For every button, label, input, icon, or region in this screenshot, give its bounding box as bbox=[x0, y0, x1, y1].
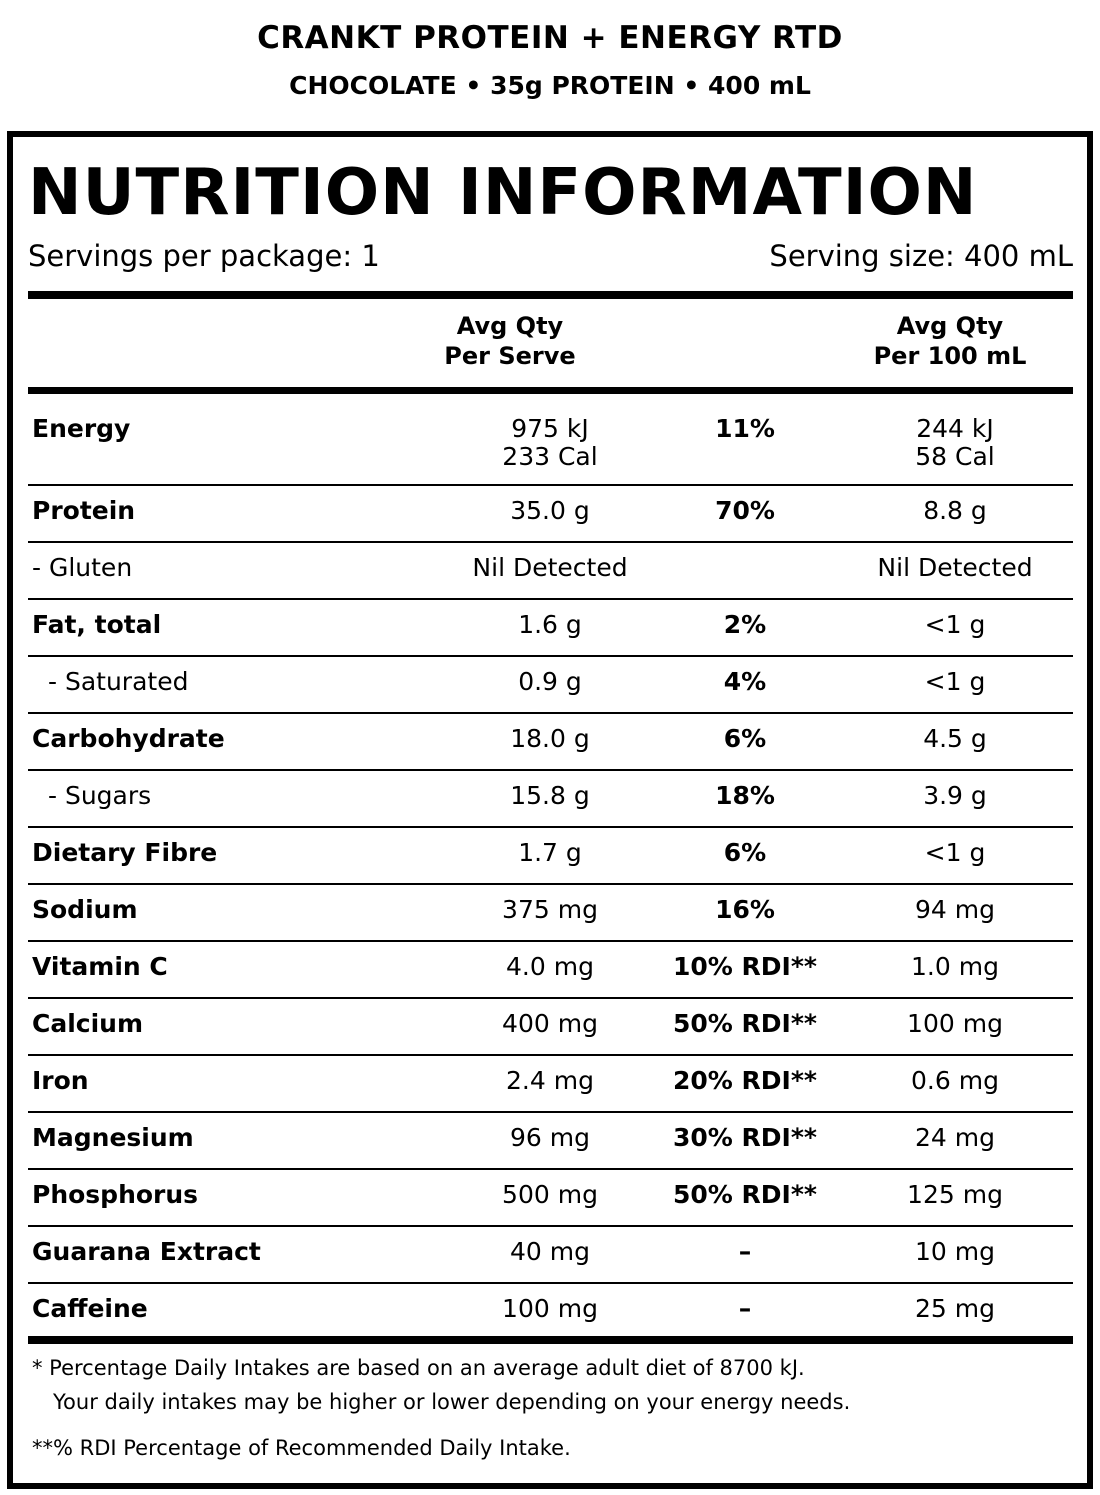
row-per-serve-kj: 975 kJ bbox=[511, 414, 589, 443]
row-divider bbox=[28, 484, 1073, 486]
row-label: Dietary Fibre bbox=[32, 838, 218, 867]
row-percent: 70% bbox=[715, 496, 775, 525]
row-percent: 18% bbox=[715, 781, 775, 810]
divider-bottom bbox=[28, 1336, 1073, 1344]
row-label: Phosphorus bbox=[32, 1180, 199, 1209]
row-divider bbox=[28, 655, 1073, 657]
row-per-serve: 400 mg bbox=[502, 1009, 598, 1038]
nutrition-panel bbox=[7, 131, 1093, 1489]
row-per-100: 8.8 g bbox=[923, 496, 987, 525]
row-per-100-kj: 244 kJ bbox=[916, 414, 994, 443]
row-per-serve: 4.0 mg bbox=[506, 952, 594, 981]
row-percent: 30% RDI** bbox=[673, 1123, 817, 1152]
row-per-serve bbox=[425, 415, 675, 471]
product-subtitle: CHOCOLATE • 35g PROTEIN • 400 mL bbox=[289, 71, 811, 100]
row-label: Fat, total bbox=[32, 610, 162, 639]
column-header-per-serve-line1: Avg Qty bbox=[456, 312, 564, 340]
row-divider bbox=[28, 598, 1073, 600]
row-per-serve: 15.8 g bbox=[510, 781, 590, 810]
row-label: Protein bbox=[32, 496, 136, 525]
row-per-100: 4.5 g bbox=[923, 724, 987, 753]
row-per-100: 3.9 g bbox=[923, 781, 987, 810]
row-per-100: <1 g bbox=[924, 667, 986, 696]
row-per-100: <1 g bbox=[924, 610, 986, 639]
row-per-100: 1.0 mg bbox=[911, 952, 999, 981]
row-per-serve: 1.6 g bbox=[518, 610, 582, 639]
row-percent: 11% bbox=[715, 414, 775, 443]
row-percent: 6% bbox=[723, 724, 767, 753]
row-label: Carbohydrate bbox=[32, 724, 225, 753]
column-header-per-100-line2: Per 100 mL bbox=[873, 342, 1027, 370]
row-divider bbox=[28, 1168, 1073, 1170]
divider-header bbox=[28, 387, 1073, 394]
row-per-serve: 100 mg bbox=[502, 1294, 598, 1323]
row-divider bbox=[28, 940, 1073, 942]
row-per-serve: 1.7 g bbox=[518, 838, 582, 867]
row-label: Calcium bbox=[32, 1009, 144, 1038]
row-label: Iron bbox=[32, 1066, 89, 1095]
row-per-serve: 0.9 g bbox=[518, 667, 582, 696]
row-per-100: 125 mg bbox=[907, 1180, 1003, 1209]
row-label: - Gluten bbox=[32, 553, 133, 582]
row-percent: 6% bbox=[723, 838, 767, 867]
row-label: Magnesium bbox=[32, 1123, 194, 1152]
row-percent: – bbox=[738, 1237, 752, 1266]
row-percent: 50% RDI** bbox=[673, 1180, 817, 1209]
row-divider bbox=[28, 1225, 1073, 1227]
row-percent: 16% bbox=[715, 895, 775, 924]
row-percent: – bbox=[738, 1294, 752, 1323]
footnote-rdi: **% RDI Percentage of Recommended Daily Intake. bbox=[32, 1436, 571, 1460]
row-divider bbox=[28, 883, 1073, 885]
row-divider bbox=[28, 769, 1073, 771]
row-per-serve: Nil Detected bbox=[472, 553, 628, 582]
row-per-100: 10 mg bbox=[915, 1237, 995, 1266]
row-divider bbox=[28, 1054, 1073, 1056]
row-percent: 10% RDI** bbox=[673, 952, 817, 981]
row-per-100: 25 mg bbox=[915, 1294, 995, 1323]
row-divider bbox=[28, 997, 1073, 999]
row-divider bbox=[28, 1282, 1073, 1284]
column-header-per-100 bbox=[830, 311, 1070, 371]
row-percent: 50% RDI** bbox=[673, 1009, 817, 1038]
column-header-per-serve-line2: Per Serve bbox=[444, 342, 576, 370]
row-divider bbox=[28, 712, 1073, 714]
row-label: - Sugars bbox=[48, 781, 152, 810]
row-per-100-cal: 58 Cal bbox=[915, 442, 995, 471]
row-per-serve: 18.0 g bbox=[510, 724, 590, 753]
row-per-100 bbox=[830, 415, 1080, 471]
row-divider bbox=[28, 826, 1073, 828]
servings-per-package: Servings per package: 1 bbox=[28, 239, 380, 273]
row-per-100: 100 mg bbox=[907, 1009, 1003, 1038]
row-label: Guarana Extract bbox=[32, 1237, 261, 1266]
product-title: CRANKT PROTEIN + ENERGY RTD bbox=[257, 20, 843, 56]
row-per-100: <1 g bbox=[924, 838, 986, 867]
row-per-serve: 500 mg bbox=[502, 1180, 598, 1209]
row-label: Vitamin C bbox=[32, 952, 168, 981]
footnote-daily-intake: * Percentage Daily Intakes are based on an average adult diet of 8700 kJ. bbox=[32, 1356, 805, 1380]
row-per-serve: 2.4 mg bbox=[506, 1066, 594, 1095]
row-per-100: Nil Detected bbox=[877, 553, 1033, 582]
row-percent: 2% bbox=[723, 610, 767, 639]
column-header-per-serve bbox=[390, 311, 630, 371]
row-percent: 4% bbox=[723, 667, 767, 696]
row-label: Caffeine bbox=[32, 1294, 148, 1323]
row-per-serve: 96 mg bbox=[510, 1123, 590, 1152]
divider-top bbox=[28, 291, 1073, 299]
row-per-serve-cal: 233 Cal bbox=[502, 442, 598, 471]
serving-size: Serving size: 400 mL bbox=[769, 239, 1073, 273]
row-per-serve: 35.0 g bbox=[510, 496, 590, 525]
row-per-100: 24 mg bbox=[915, 1123, 995, 1152]
row-divider bbox=[28, 541, 1073, 543]
row-label: Energy bbox=[32, 414, 131, 443]
row-per-serve: 375 mg bbox=[502, 895, 598, 924]
row-divider bbox=[28, 1111, 1073, 1113]
row-label: - Saturated bbox=[48, 667, 189, 696]
row-label: Sodium bbox=[32, 895, 138, 924]
row-percent: 20% RDI** bbox=[673, 1066, 817, 1095]
footnote-energy-needs: Your daily intakes may be higher or lower depending on your energy needs. bbox=[53, 1390, 851, 1414]
column-header-per-100-line1: Avg Qty bbox=[896, 312, 1004, 340]
row-per-serve: 40 mg bbox=[510, 1237, 590, 1266]
row-per-100: 94 mg bbox=[915, 895, 995, 924]
panel-title: NUTRITION INFORMATION bbox=[28, 156, 978, 230]
row-per-100: 0.6 mg bbox=[911, 1066, 999, 1095]
